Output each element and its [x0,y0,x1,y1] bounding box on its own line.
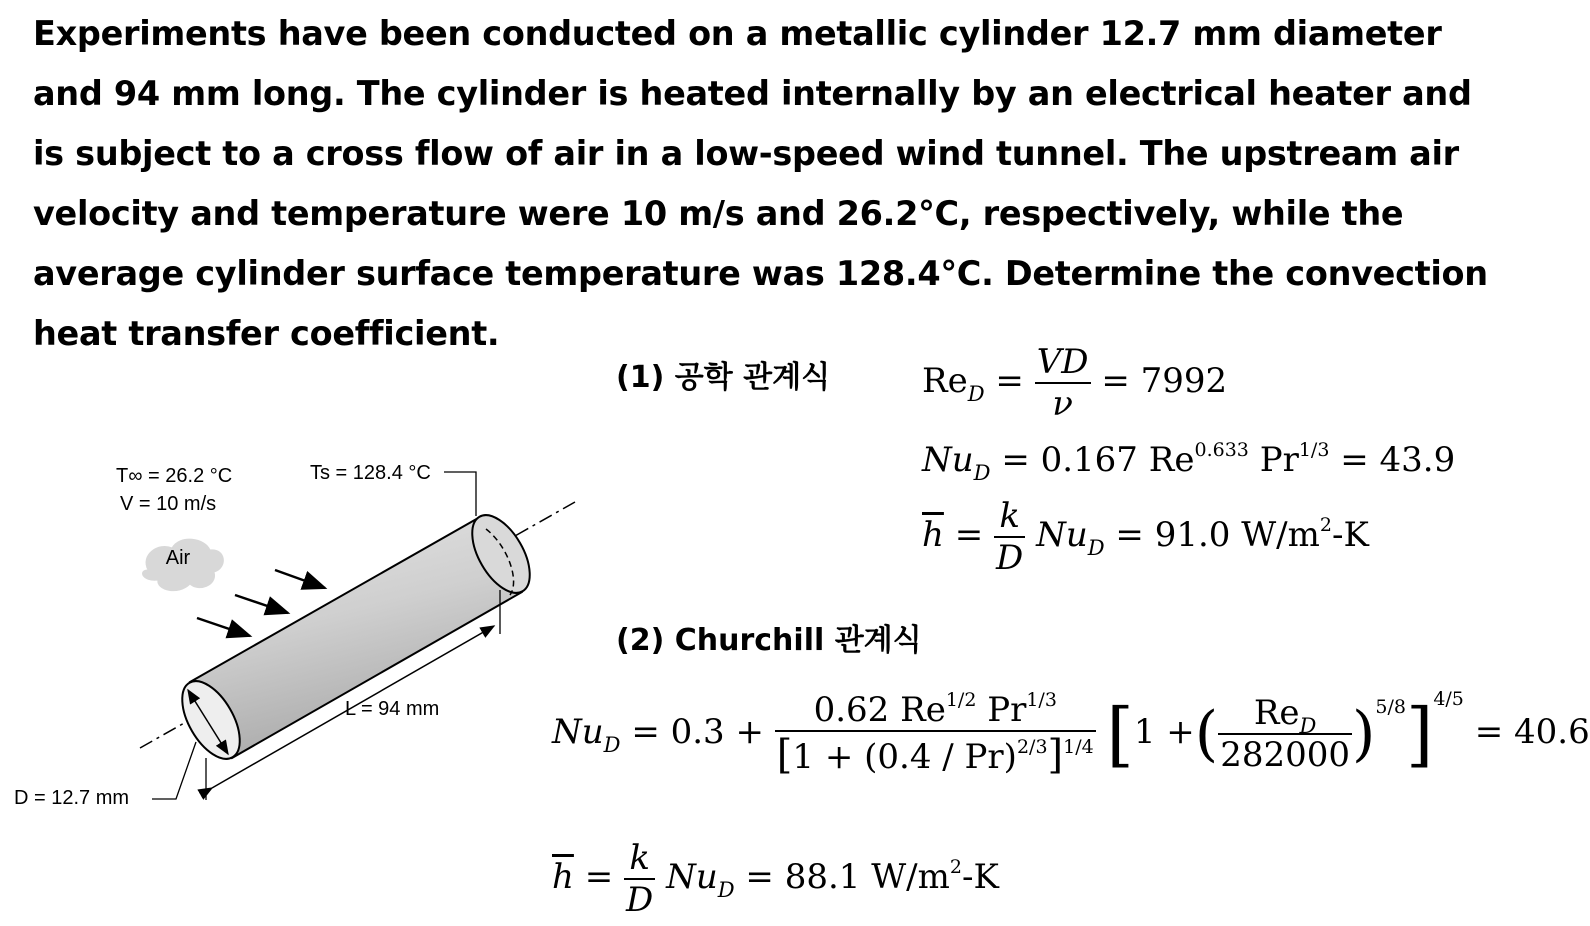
problem-line: average cylinder surface temperature was 128.4°C. Determine the convection [33,254,1488,293]
re-num: VD [1036,342,1089,382]
re-fraction [1035,342,1091,424]
churchill-const: = 0.3 + [631,712,764,752]
h-num: k [999,496,1020,536]
num-coef: 0.62 Re [813,690,946,730]
nu-value: = 43.9 [1329,440,1456,480]
problem-line: velocity and temperature were 10 m/s and 26.2°C, respectively, while the [33,194,1404,233]
nu-sub: D [973,461,991,485]
problem-line: and 94 mm long. The cylinder is heated internally by an electrical heater and [33,74,1472,113]
h2-num: k [629,838,650,878]
h-equation-2: $\overline{h}$ = $\frac{k}{D}$ $Nu_D = 88.1$ $W/m^2-K$ [552,838,999,920]
h-exp: 2 [1319,514,1332,536]
churchill-result: = 40.6 [1474,712,1590,752]
den-exp1: 2/3 [1016,736,1048,758]
re-value: = 7992 [1101,361,1228,401]
bracket-one: 1 + [1133,712,1195,752]
num-exp: 1/2 [945,689,977,711]
h2-exp: 2 [949,856,962,878]
problem-line: Experiments have been conducted on a metallic cylinder 12.7 mm diameter [33,14,1442,53]
h2-symbol: $\overline{h}$ [552,857,574,897]
h-unit: -K [1331,515,1369,555]
h2-value: = 88.1 W/m [734,857,950,897]
nu-symbol: Nu [922,440,974,480]
br-den: 282000 [1220,735,1350,775]
velocity-label: V = 10 m/s [120,493,217,515]
br-exp2: 4/5 [1433,688,1464,710]
h2-fraction [624,838,655,920]
nu-coef: = 0.167 Re [1001,440,1195,480]
nu-pr-exp: 1/3 [1298,439,1330,461]
h-nu: Nu [1036,515,1088,555]
bracket-fraction [1218,693,1352,775]
h2-unit: -K [961,857,999,897]
section-1-title: (1) 공학 관계식 [616,360,831,395]
air-label: Air [165,547,191,569]
problem-line: heat transfer coefficient. [33,314,500,353]
h-equation-1: $\overline{h}$ = $\frac{k}{D}$ $Nu_D = 91.0$ $W/m^2-K$ [922,496,1369,578]
diameter-label: D = 12.7 mm [14,787,130,809]
churchill-fraction: $\frac{0.62 Re^{1/2} Pr^{1/3}}{[1 + (0.4 / Pr)^{2/3}]^{1/4}}$ [776,689,1094,778]
h-den: D [996,538,1024,578]
num-pr: Pr [976,690,1027,730]
den-text: 1 + (0.4 / Pr) [792,737,1017,777]
br-num: Re [1253,693,1300,733]
re-sub: D [967,382,985,406]
nu2-sub: D [603,733,621,757]
h2-nu: Nu [666,857,718,897]
nu-pr: Pr [1248,440,1299,480]
re-den: ν [1035,382,1091,424]
num-pr-exp: 1/3 [1026,689,1057,711]
churchill-equation: $Nu_D = 0.3$ + $\frac{0.62 Re^{1/2} Pr^{1/3}}{[1 + (0.4 / Pr)^{2/3}]^{1/4}}$ [1 +( $\frac{Re_D}{282000}$ )$^{5/8}$]$^{4/5}$ = 40.6 [552,688,1590,778]
nu-exp: 0.633 [1194,439,1249,461]
ts-label: Ts = 128.4 °C [310,462,431,484]
nusselt-equation-1 [922,439,1456,485]
flow-arrow [235,595,288,613]
nu2-symbol: Nu [552,712,604,752]
h-symbol: $\overline{h}$ [922,515,944,555]
br-sub: D [1299,714,1317,738]
flow-arrow [197,618,250,636]
t-inf-label: T∞ = 26.2 °C [116,465,233,487]
reynolds-equation: $Re_D$ = $\frac{VD}{\nu}$ = 7992 [922,342,1228,424]
section-2-title: (2) Churchill 관계식 [616,623,922,658]
den-exp2: 1/4 [1063,736,1094,758]
problem-statement [33,4,1488,364]
re-symbol: Re [922,361,968,401]
length-label: L = 94 mm [345,698,440,720]
h-value: = 91.0 W/m [1104,515,1320,555]
br-exp1: 5/8 [1375,696,1406,718]
flow-arrow [275,570,325,588]
cylinder-figure [0,420,600,840]
h2-den: D [626,880,654,920]
h-fraction [994,496,1025,578]
problem-line: is subject to a cross flow of air in a low-speed wind tunnel. The upstream air [33,134,1459,173]
